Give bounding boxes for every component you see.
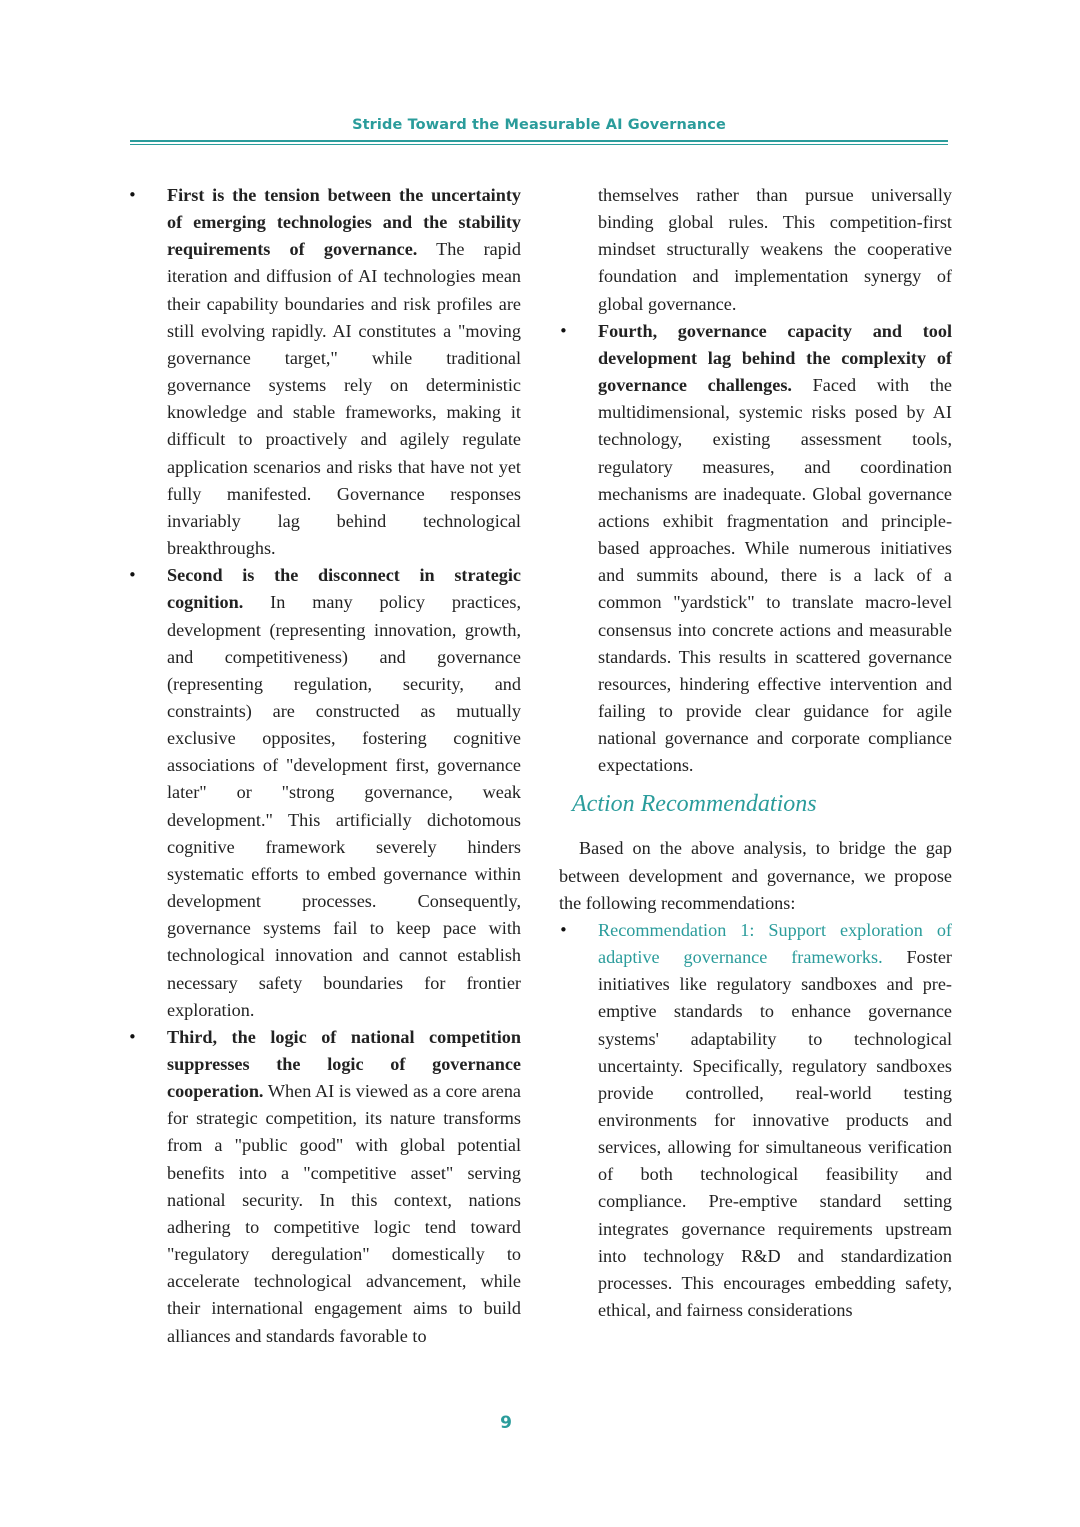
right-column	[559, 182, 952, 1324]
bullet-lead: Third, the logic of national competition suppresses the logic of governance cooperation.	[167, 1026, 521, 1102]
bullet-lead: Fourth, governance capacity and tool development lag behind the complexity of governance challenges.	[598, 320, 952, 396]
intro-paragraph: Based on the above analysis, to bridge the gap between development and governance, we propose the following recommendations:	[559, 838, 952, 913]
recommendation-title: Recommendation 1: Support exploration of adaptive governance frameworks.	[598, 919, 952, 968]
running-header-title: Stride Toward the Measurable AI Governance	[352, 117, 726, 133]
bullet-item-first	[128, 182, 521, 562]
recommendation-item	[559, 917, 952, 1324]
bullet-lead: Second is the disconnect in strategic cognition.	[167, 565, 521, 613]
left-column	[128, 182, 521, 1350]
section-heading: Action Recommendations	[572, 791, 817, 818]
continuation-paragraph: themselves rather than pursue universally binding global rules. This competition-first mindset structurally weakens the cooperative foundation and implementation synergy of global governance.	[598, 185, 952, 314]
bullet-body: When AI is viewed as a core arena for strategic competition, its nature transforms from a "public good" with global potential benefits into a "competitive asset" serving national security. In this context, nations adhering to competitive logic tend toward "regulatory deregulation" domestically to accelerate technological advancement, while their international engagement aims to build alliances and standards favorable to	[167, 1081, 521, 1346]
bullet-body: The rapid iteration and diffusion of AI technologies mean their capability boundaries and risk profiles are still evolving rapidly. AI constitutes a "moving governance target," while traditional governance systems rely on deterministic knowledge and stable frameworks, making it difficult to proactively and agilely regulate application scenarios and risks that have not yet fully manifested. Governance responses invariably lag behind technological breakthroughs.	[167, 239, 521, 559]
bullet-item-fourth	[559, 318, 952, 780]
bullet-item-third	[128, 1024, 521, 1350]
page-number: 9	[500, 1413, 512, 1433]
header-rule-thin	[130, 144, 948, 145]
header-rule-thick	[130, 140, 948, 142]
bullet-body: In many policy practices, development (representing innovation, growth, and competitiveness) and governance (representing regulation, security, and constraints) are constructed as mutually exclusive opposites, fostering cognitive associations of "development first, governance later" or "strong governance, weak development." This artificially dichotomous cognitive framework severely hinders systematic efforts to embed governance within development processes. Consequently, governance systems fail to keep pace with technological innovation and cannot establish necessary safety boundaries for frontier exploration.	[167, 592, 521, 1020]
bullet-body: Faced with the multidimensional, systemic risks posed by AI technology, existing assessment tools, regulatory measures, and coordination mechanisms are inadequate. Global governance actions exhibit fragmentation and principle-based approaches. While numerous initiatives and summits abound, there is a lack of a common "yardstick" to translate macro-level consensus into concrete actions and measurable standards. This results in scattered governance resources, hindering effective intervention and failing to provide clear guidance for agile national governance and corporate compliance expectations.	[598, 375, 952, 776]
bullet-item-second	[128, 562, 521, 1024]
recommendation-body: Foster initiatives like regulatory sandboxes and pre-emptive standards to enhance governance systems' adaptability to technological uncertainty. Specifically, regulatory sandboxes provide controlled, real-world testing environments for innovative products and services, allowing for simultaneous verification of both technological feasibility and compliance. Pre-emptive standard setting integrates governance requirements upstream into technology R&D and standardization processes. This encourages embedding safety, ethical, and fairness considerations	[598, 947, 952, 1321]
bullet-lead: First is the tension between the uncertainty of emerging technologies and the stability requirements of governance.	[167, 185, 521, 260]
